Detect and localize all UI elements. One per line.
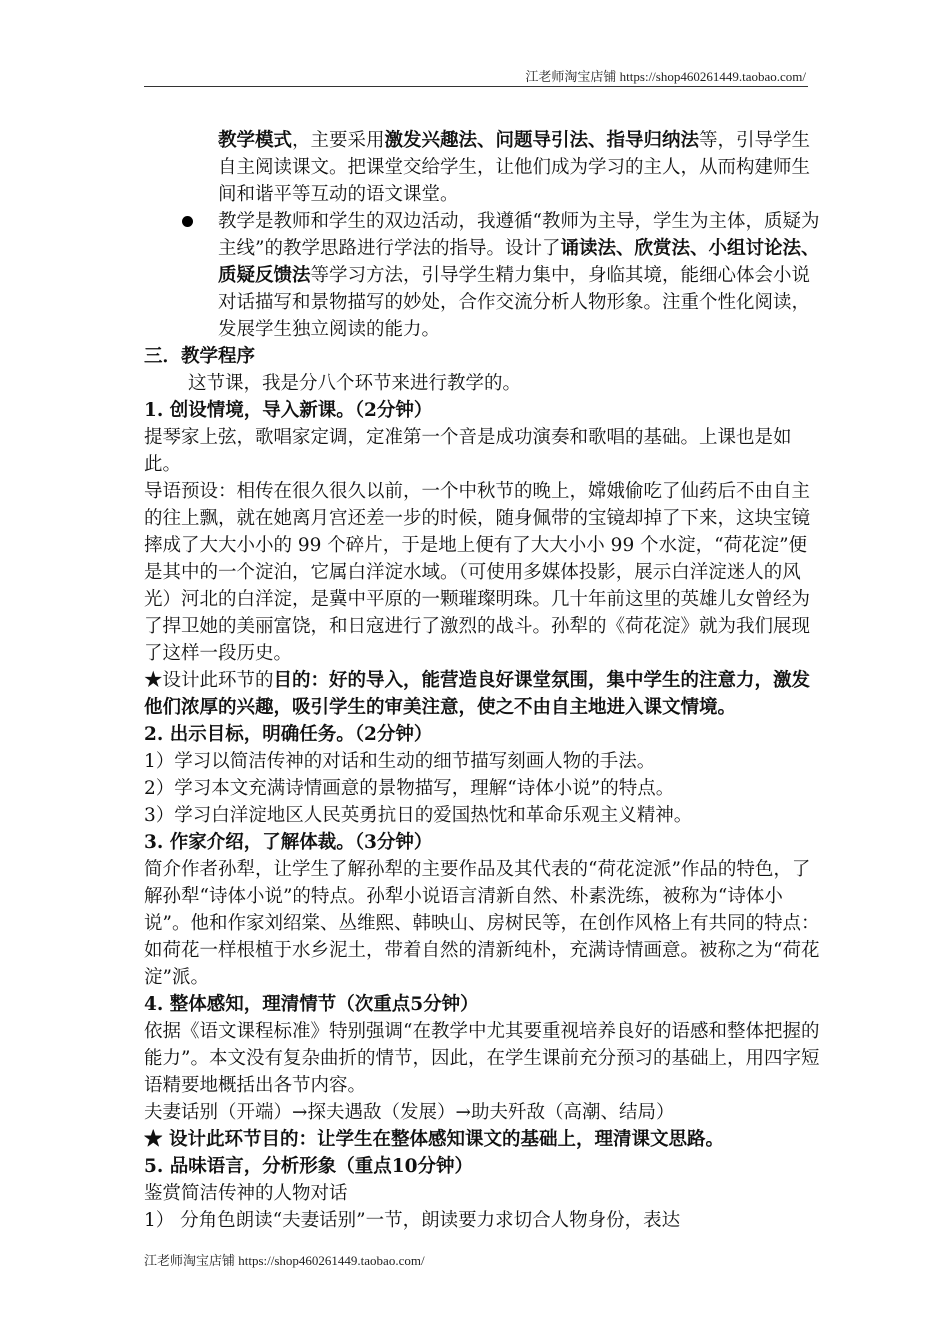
text: 等学习方法，引导学生精力集中，身临其境，能细心体会小说对话描写和景物描写的妙处，合作交流分析人物形象。注重个性化阅读，发展学生独立阅读的能力。 xyxy=(218,265,811,340)
objective-item: 1）学习以简洁传神的对话和生动的细节描写刻画人物的手法。 xyxy=(144,751,656,772)
section-heading: 三．教学程序 xyxy=(144,346,256,367)
page-footer: 江老师淘宝店铺 https://shop460261449.taobao.com/ xyxy=(144,1253,425,1268)
step-5-subheading: 鉴赏简洁传神的人物对话 xyxy=(144,1183,348,1204)
step-2-heading: 2. 出示目标，明确任务。（2分钟） xyxy=(144,724,433,745)
document-body xyxy=(144,127,820,1234)
step-1-lead-in: 导语预设：相传在很久很久以前，一个中秋节的晚上，嫦娥偷吃了仙药后不由自主的往上飘，就在她离月宫还差一步的时候，随身佩带的宝镜却掉了下来，这块宝镜摔成了大大小小的 99 个碎片，于是地上便有了大大小小 99 个水淀，“荷花淀”便是其中的一个淀泊，它属白洋淀水域。（可使用多媒体投影，展示白洋淀迷人的风光）河北的白洋淀，是冀中平原的一颗璀璨明珠。几十年前这里的英雄儿女曾经为了捍卫她的美丽富饶，和日寇进行了激烈的战斗。孙犁的《荷花淀》就为我们展现了这样一段历史。 xyxy=(144,481,811,664)
text: ★ 设计此环节目的： xyxy=(144,1129,317,1150)
step-4-heading: 4. 整体感知，理清情节（次重点5分钟） xyxy=(144,994,479,1015)
bold-text: 诵读法、欣赏法、小组讨论法、质疑反馈法 xyxy=(218,238,820,286)
objective-item: 2）学习本文充满诗情画意的景物描写，理解“诗体小说”的特点。 xyxy=(144,778,675,799)
step-4-paragraph: 依据《语文课程标准》特别强调“在教学中尤其要重视培养良好的语感和整体把握的能力”。本文没有复杂曲折的情节，因此，在学生课前充分预习的基础上，用四字短语精要地概括出各节内容。 xyxy=(144,1021,820,1096)
plot-outline: 夫妻话别（开端）→探夫遇敌（发展）→助夫歼敌（高潮、结局） xyxy=(144,1102,675,1123)
bold-text: 让学生在整体感知课文的基础上，理清课文思路。 xyxy=(316,1129,724,1150)
section-intro: 这节课，我是分八个环节来进行教学的。 xyxy=(188,373,522,394)
text: ，主要采用 xyxy=(292,130,385,151)
step-3-heading: 3. 作家介绍，了解体裁。（3分钟） xyxy=(144,832,433,853)
step-5-heading: 5. 品味语言，分析形象（重点10分钟） xyxy=(144,1156,473,1177)
bullet-icon xyxy=(182,216,193,227)
step-3-paragraph: 简介作者孙犁，让学生了解孙犁的主要作品及其代表的“荷花淀派”作品的特色，了解孙犁“诗体小说”的特点。孙犁小说语言清新自然、朴素洗练，被称为“诗体小说”。他和作家刘绍棠、丛维熙、韩映山、房树民等，在创作风格上有共同的特点：如荷花一样根植于水乡泥土，带着自然的清新纯朴，充满诗情画意。被称之为“荷花淀”派。 xyxy=(144,859,820,988)
header-divider xyxy=(144,86,808,87)
step-1-heading: 1. 创设情境，导入新课。（2分钟） xyxy=(144,400,433,421)
step-1-design-note xyxy=(144,667,820,721)
objective-item: 3）学习白洋淀地区人民英勇抗日的爱国热忱和革命乐观主义精神。 xyxy=(144,805,693,826)
bold-text: 教学模式 xyxy=(218,130,293,151)
teaching-mode-paragraph xyxy=(144,127,820,208)
bold-text: 目的：好的导入，能营造良好课堂氛围，集中学生的注意力，激发他们浓厚的兴趣，吸引学生的审美注意，使之不由自主地进入课文情境。 xyxy=(144,670,811,718)
bold-text: 激发兴趣法、问题导引法、指导归纳法 xyxy=(384,130,700,151)
step-4-design-note xyxy=(144,1126,820,1153)
bullet-item xyxy=(144,208,820,343)
step-1-paragraph: 提琴家上弦，歌唱家定调，定准第一个音是成功演奏和歌唱的基础。上课也是如此。 xyxy=(144,427,792,475)
text: 等，引导学生自主阅读课文。把课堂交给学生，让他们成为学习的主人，从而构建师生间和谐平等互动的语文课堂。 xyxy=(218,130,811,205)
text: ★设计此环节的 xyxy=(144,670,274,691)
step-5-item: 1） 分角色朗读“夫妻话别”一节，朗读要力求切合人物身份，表达 xyxy=(144,1210,681,1231)
page-header: 江老师淘宝店铺 https://shop460261449.taobao.com/ xyxy=(525,69,806,84)
text: 教学是教师和学生的双边活动，我遵循“教师为主导，学生为主体，质疑为主线”的教学思路进行学法的指导。设计了 xyxy=(218,211,820,259)
